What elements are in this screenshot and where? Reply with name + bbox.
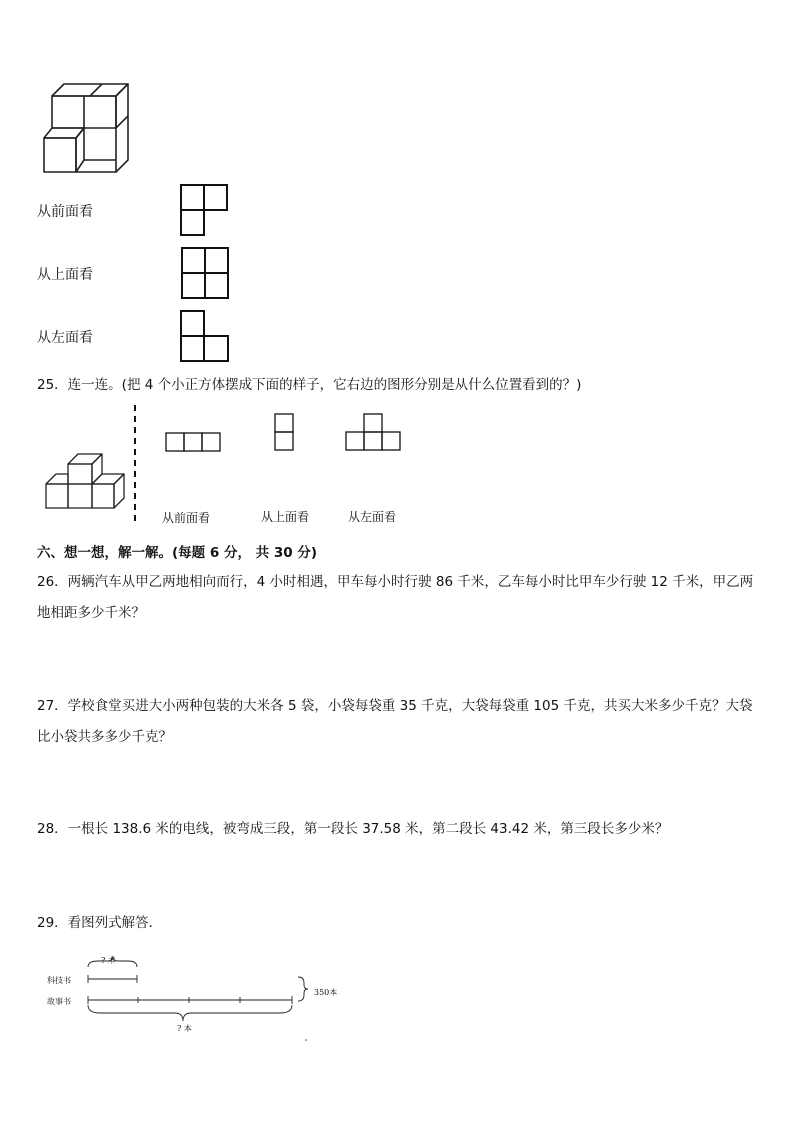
q26-line1: 26．两辆汽车从甲乙两地相向而行，4 小时相遇，甲车每小时行驶 86 千米，乙车每小时比甲车少行驶 12 千米，甲乙两 [37, 574, 754, 590]
section-heading: 六、想一想，解一解。(每题 6 分， 共 30 分) [37, 545, 318, 561]
q25-label-front: 从前面看 [162, 511, 211, 525]
view-label-front: 从前面看 [37, 204, 93, 220]
q25-label-left: 从左面看 [348, 510, 397, 524]
top-view-shape [181, 247, 231, 301]
diagram-row1-label: 科技书 [47, 976, 71, 985]
diagram-bottom-question: ? 本 [177, 1024, 192, 1033]
q28-line1: 28．一根长 138.6 米的电线，被弯成三段，第一段长 37.58 米，第二段长 43.42 米，第三段长多少米？ [37, 821, 669, 837]
view-label-top: 从上面看 [37, 267, 93, 283]
q24-cube-solid-figure [40, 80, 132, 176]
diagram-row2-label: 故事书 [47, 997, 71, 1006]
front-view-shape [180, 184, 230, 238]
q25-shape-t [345, 413, 403, 453]
q25-shape-three-in-row [165, 432, 223, 452]
view-label-left: 从左面看 [37, 330, 93, 346]
diagram-top-question: ? 本 [101, 956, 116, 965]
q25-shape-vertical-two [274, 413, 296, 453]
q26-line2: 地相距多少千米？ [37, 605, 145, 621]
q29-segment-diagram [80, 955, 310, 1045]
q25-prompt: 25．连一连。(把 4 个小正方体摆成下面的样子，它右边的图形分别是从什么位置看到的？) [37, 377, 582, 393]
q27-line1: 27．学校食堂买进大小两种包装的大米各 5 袋，小袋每袋重 35 千克，大袋每袋重 105 千克，共买大米多少千克？大袋 [37, 698, 753, 714]
q25-dashed-divider [133, 405, 137, 523]
diagram-total-label: 350本 [314, 988, 338, 997]
left-view-shape [180, 310, 232, 364]
q25-cube-figure [44, 450, 126, 514]
q25-label-top: 从上面看 [261, 510, 310, 524]
q27-line2: 比小袋共多多少千克？ [37, 729, 172, 745]
q29-prompt: 29．看图列式解答． [37, 915, 163, 931]
